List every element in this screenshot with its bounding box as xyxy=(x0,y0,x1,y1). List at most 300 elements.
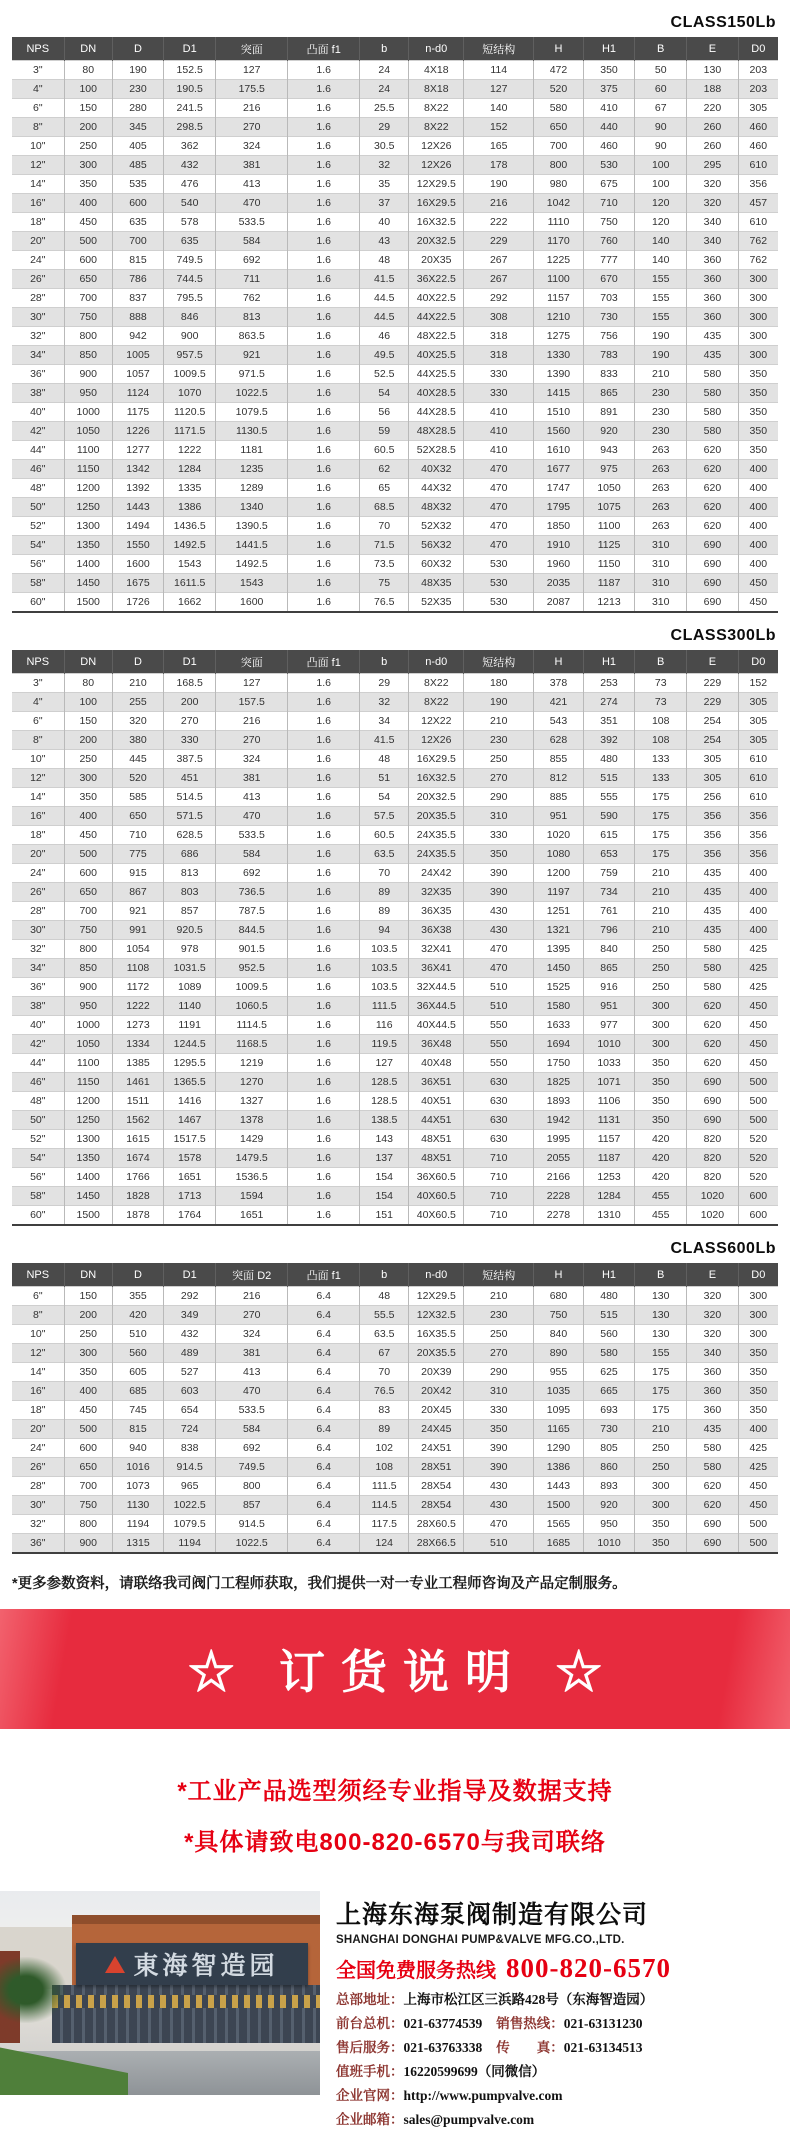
table-cell: 400 xyxy=(738,902,778,921)
table-row xyxy=(12,978,778,997)
table-cell: 4" xyxy=(12,80,64,99)
table-cell: 356 xyxy=(687,826,738,845)
table-cell: 250 xyxy=(464,1325,534,1344)
table-cell: 625 xyxy=(583,1363,634,1382)
table-cell: 952.5 xyxy=(216,959,288,978)
table-cell: 2035 xyxy=(534,574,584,593)
table-cell: 1031.5 xyxy=(164,959,216,978)
table-cell: 540 xyxy=(164,194,216,213)
table-cell: 480 xyxy=(583,750,634,769)
table-cell: 1079.5 xyxy=(216,403,288,422)
table-cell: 1009.5 xyxy=(164,365,216,384)
table-cell: 578 xyxy=(164,213,216,232)
table-cell: 1222 xyxy=(164,441,216,460)
table-cell: 46 xyxy=(360,327,409,346)
table-cell: 865 xyxy=(583,384,634,403)
table-cell: 300 xyxy=(738,270,778,289)
table-cell: 40" xyxy=(12,1016,64,1035)
table-cell: 680 xyxy=(534,1287,584,1306)
table-row xyxy=(12,845,778,864)
table-cell: 430 xyxy=(464,902,534,921)
column-header: NPS xyxy=(12,650,64,674)
table-cell: 6.4 xyxy=(288,1458,360,1477)
table-cell: 786 xyxy=(112,270,163,289)
column-header: 短结构 xyxy=(464,1263,534,1287)
table-cell: 263 xyxy=(635,498,687,517)
table-cell: 1100 xyxy=(583,517,634,536)
table-cell: 750 xyxy=(534,1306,584,1325)
table-cell: 1910 xyxy=(534,536,584,555)
table-cell: 6" xyxy=(12,1287,64,1306)
table-row xyxy=(12,1016,778,1035)
table-cell: 1662 xyxy=(164,593,216,613)
table-cell: 41.5 xyxy=(360,731,409,750)
table-cell: 921 xyxy=(112,902,163,921)
table-cell: 1.6 xyxy=(288,1187,360,1206)
table-cell: 1.6 xyxy=(288,422,360,441)
table-cell: 345 xyxy=(112,118,163,137)
table-cell: 951 xyxy=(534,807,584,826)
table-cell: 690 xyxy=(687,1092,738,1111)
table-cell: 71.5 xyxy=(360,536,409,555)
table-cell: 34" xyxy=(12,346,64,365)
column-header: 凸面 f1 xyxy=(288,37,360,61)
table-cell: 300 xyxy=(64,1344,112,1363)
table-cell: 6.4 xyxy=(288,1477,360,1496)
table-cell: 350 xyxy=(738,403,778,422)
table-cell: 690 xyxy=(687,1111,738,1130)
table-cell: 1005 xyxy=(112,346,163,365)
table-cell: 1415 xyxy=(534,384,584,403)
table-cell: 20" xyxy=(12,1420,64,1439)
table-cell: 20X42 xyxy=(409,1382,464,1401)
column-header: n-d0 xyxy=(409,37,464,61)
table-cell: 8" xyxy=(12,118,64,137)
table-row xyxy=(12,1111,778,1130)
table-cell: 749.5 xyxy=(216,1458,288,1477)
table-cell: 216 xyxy=(216,99,288,118)
table-cell: 533.5 xyxy=(216,213,288,232)
table-cell: 1054 xyxy=(112,940,163,959)
table-cell: 850 xyxy=(64,346,112,365)
contact-label: 企业邮箱： xyxy=(336,2112,404,2127)
table-cell: 914.5 xyxy=(216,1515,288,1534)
table-cell: 44X25.5 xyxy=(409,365,464,384)
table-cell: 405 xyxy=(112,137,163,156)
table-cell: 1035 xyxy=(534,1382,584,1401)
table-cell: 1150 xyxy=(64,460,112,479)
table-cell: 1615 xyxy=(112,1130,163,1149)
table-cell: 693 xyxy=(583,1401,634,1420)
table-cell: 435 xyxy=(687,883,738,902)
table-row xyxy=(12,750,778,769)
table-cell: 65 xyxy=(360,479,409,498)
table-cell: 360 xyxy=(687,1401,738,1420)
table-cell: 1.6 xyxy=(288,921,360,940)
table-cell: 584 xyxy=(216,232,288,251)
contact-label: 传 真： xyxy=(496,2040,564,2055)
table-row xyxy=(12,251,778,270)
table-cell: 600 xyxy=(738,1206,778,1226)
table-cell: 54 xyxy=(360,384,409,403)
table-cell: 1378 xyxy=(216,1111,288,1130)
table-cell: 1321 xyxy=(534,921,584,940)
table-cell: 500 xyxy=(738,1092,778,1111)
table-cell: 29 xyxy=(360,118,409,137)
table-cell: 1878 xyxy=(112,1206,163,1226)
table-cell: 950 xyxy=(583,1515,634,1534)
table-cell: 8X22 xyxy=(409,99,464,118)
table-cell: 1.6 xyxy=(288,1206,360,1226)
table-cell: 1075 xyxy=(583,498,634,517)
table-title-class600: CLASS600Lb xyxy=(670,1240,776,1257)
table-cell: 980 xyxy=(534,175,584,194)
table-cell: 40X28.5 xyxy=(409,384,464,403)
table-cell: 485 xyxy=(112,156,163,175)
table-cell: 330 xyxy=(464,384,534,403)
table-cell: 124 xyxy=(360,1534,409,1554)
table-cell: 390 xyxy=(464,883,534,902)
table-cell: 360 xyxy=(687,251,738,270)
table-cell: 1.6 xyxy=(288,693,360,712)
table-row xyxy=(12,826,778,845)
table-cell: 1611.5 xyxy=(164,574,216,593)
table-cell: 800 xyxy=(64,1515,112,1534)
table-cell: 6.4 xyxy=(288,1287,360,1306)
table-cell: 670 xyxy=(583,270,634,289)
table-cell: 1095 xyxy=(534,1401,584,1420)
table-cell: 533.5 xyxy=(216,826,288,845)
table-cell: 18" xyxy=(12,1401,64,1420)
table-cell: 150 xyxy=(64,99,112,118)
table-cell: 450 xyxy=(738,1016,778,1035)
table-cell: 600 xyxy=(64,1439,112,1458)
table-cell: 1562 xyxy=(112,1111,163,1130)
table-cell: 300 xyxy=(635,997,687,1016)
table-cell: 140 xyxy=(635,251,687,270)
order-instructions-banner xyxy=(0,1609,790,1729)
table-cell: 620 xyxy=(687,498,738,517)
table-cell: 130 xyxy=(635,1325,687,1344)
table-cell: 36X22.5 xyxy=(409,270,464,289)
table-cell: 2228 xyxy=(534,1187,584,1206)
table-cell: 108 xyxy=(360,1458,409,1477)
table-cell: 127 xyxy=(360,1054,409,1073)
table-cell: 351 xyxy=(583,712,634,731)
table-cell: 320 xyxy=(687,1287,738,1306)
column-header: DN xyxy=(64,650,112,674)
table-cell: 48 xyxy=(360,251,409,270)
table-cell: 710 xyxy=(464,1168,534,1187)
table-row xyxy=(12,940,778,959)
table-cell: 472 xyxy=(534,61,584,80)
column-header: H1 xyxy=(583,37,634,61)
table-cell: 128.5 xyxy=(360,1073,409,1092)
table-cell: 290 xyxy=(464,1363,534,1382)
table-cell: 900 xyxy=(164,327,216,346)
table-row xyxy=(12,1401,778,1420)
table-cell: 450 xyxy=(738,1054,778,1073)
table-cell: 152 xyxy=(464,118,534,137)
donghai-logo-icon xyxy=(105,1956,125,1973)
table-cell: 1500 xyxy=(64,593,112,613)
table-cell: 400 xyxy=(64,807,112,826)
table-cell: 413 xyxy=(216,1363,288,1382)
table-cell: 300 xyxy=(738,1306,778,1325)
table-cell: 1050 xyxy=(64,422,112,441)
table-cell: 44.5 xyxy=(360,289,409,308)
table-cell: 350 xyxy=(64,788,112,807)
table-cell: 1157 xyxy=(583,1130,634,1149)
table-cell: 400 xyxy=(64,1382,112,1401)
table-cell: 410 xyxy=(464,403,534,422)
table-cell: 1.6 xyxy=(288,137,360,156)
table-cell: 200 xyxy=(64,118,112,137)
table-cell: 846 xyxy=(164,308,216,327)
table-cell: 300 xyxy=(738,346,778,365)
table-cell: 270 xyxy=(164,712,216,731)
table-cell: 520 xyxy=(534,80,584,99)
table-cell: 450 xyxy=(738,574,778,593)
table-cell: 36X44.5 xyxy=(409,997,464,1016)
table-cell: 230 xyxy=(464,731,534,750)
table-cell: 175 xyxy=(635,845,687,864)
table-cell: 3" xyxy=(12,61,64,80)
table-cell: 1651 xyxy=(164,1168,216,1187)
table-cell: 1108 xyxy=(112,959,163,978)
table-cell: 1.6 xyxy=(288,769,360,788)
table-row xyxy=(12,1382,778,1401)
table-cell: 711 xyxy=(216,270,288,289)
table-cell: 60" xyxy=(12,593,64,613)
table-cell: 610 xyxy=(738,750,778,769)
table-cell: 420 xyxy=(635,1149,687,1168)
table-cell: 920 xyxy=(583,1496,634,1515)
table-cell: 44X22.5 xyxy=(409,308,464,327)
table-cell: 356 xyxy=(738,826,778,845)
table-cell: 692 xyxy=(216,864,288,883)
table-cell: 550 xyxy=(464,1016,534,1035)
table-row xyxy=(12,517,778,536)
table-cell: 180 xyxy=(464,674,534,693)
table-cell: 1300 xyxy=(64,1130,112,1149)
table-cell: 690 xyxy=(687,1515,738,1534)
table-cell: 152 xyxy=(738,674,778,693)
table-cell: 127 xyxy=(216,61,288,80)
table-cell: 1150 xyxy=(583,555,634,574)
table-cell: 6.4 xyxy=(288,1382,360,1401)
table-cell: 157.5 xyxy=(216,693,288,712)
table-cell: 356 xyxy=(738,845,778,864)
table-cell: 270 xyxy=(216,1306,288,1325)
table-cell: 1079.5 xyxy=(164,1515,216,1534)
table-cell: 1.6 xyxy=(288,213,360,232)
table-row xyxy=(12,1477,778,1496)
table-cell: 400 xyxy=(738,498,778,517)
table-cell: 730 xyxy=(583,308,634,327)
table-cell: 250 xyxy=(635,1439,687,1458)
table-cell: 28X66.5 xyxy=(409,1534,464,1554)
table-cell: 1492.5 xyxy=(216,555,288,574)
table-cell: 820 xyxy=(687,1168,738,1187)
table-cell: 133 xyxy=(635,750,687,769)
table-cell: 413 xyxy=(216,175,288,194)
table-cell: 1713 xyxy=(164,1187,216,1206)
table-cell: 410 xyxy=(464,441,534,460)
table-cell: 620 xyxy=(687,1035,738,1054)
table-cell: 460 xyxy=(583,137,634,156)
table-cell: 580 xyxy=(687,978,738,997)
table-cell: 59 xyxy=(360,422,409,441)
table-cell: 90 xyxy=(635,137,687,156)
table-cell: 16X32.5 xyxy=(409,213,464,232)
table-cell: 44" xyxy=(12,441,64,460)
table-cell: 52.5 xyxy=(360,365,409,384)
table-cell: 1550 xyxy=(112,536,163,555)
table-cell: 580 xyxy=(534,99,584,118)
hotline-number: 800-820-6570 xyxy=(506,1953,671,1983)
table-row xyxy=(12,1168,778,1187)
table-cell: 20X35.5 xyxy=(409,1344,464,1363)
table-cell: 250 xyxy=(635,978,687,997)
table-cell: 24" xyxy=(12,251,64,270)
column-header: H xyxy=(534,1263,584,1287)
table-cell: 820 xyxy=(687,1149,738,1168)
table-cell: 380 xyxy=(112,731,163,750)
table-cell: 457 xyxy=(738,194,778,213)
table-cell: 1150 xyxy=(64,1073,112,1092)
notice-line-1: *工业产品选型须经专业指导及数据支持 xyxy=(177,1778,613,1805)
table-cell: 1275 xyxy=(534,327,584,346)
table-cell: 14" xyxy=(12,175,64,194)
table-cell: 390 xyxy=(464,1439,534,1458)
table-cell: 756 xyxy=(583,327,634,346)
table-cell: 32X41 xyxy=(409,940,464,959)
table-cell: 1187 xyxy=(583,1149,634,1168)
table-cell: 75 xyxy=(360,574,409,593)
table-cell: 250 xyxy=(64,1325,112,1344)
contact-label: 总部地址： xyxy=(336,1992,404,2007)
table-cell: 128.5 xyxy=(360,1092,409,1111)
table-cell: 36X41 xyxy=(409,959,464,978)
table-cell: 950 xyxy=(64,384,112,403)
table-cell: 305 xyxy=(738,712,778,731)
table-cell: 48X28.5 xyxy=(409,422,464,441)
table-cell: 520 xyxy=(738,1168,778,1187)
table-cell: 914.5 xyxy=(164,1458,216,1477)
table-cell: 432 xyxy=(164,156,216,175)
table-cell: 1416 xyxy=(164,1092,216,1111)
table-cell: 94 xyxy=(360,921,409,940)
table-cell: 421 xyxy=(534,693,584,712)
table-cell: 580 xyxy=(687,1439,738,1458)
table-cell: 89 xyxy=(360,1420,409,1439)
table-cell: 210 xyxy=(635,883,687,902)
table-cell: 350 xyxy=(464,845,534,864)
table-row xyxy=(12,479,778,498)
table-cell: 975 xyxy=(583,460,634,479)
table-cell: 650 xyxy=(112,807,163,826)
table-cell: 250 xyxy=(635,959,687,978)
table-cell: 530 xyxy=(583,156,634,175)
table-cell: 584 xyxy=(216,1420,288,1439)
table-cell: 300 xyxy=(64,156,112,175)
table-cell: 24X45 xyxy=(409,1420,464,1439)
table-cell: 450 xyxy=(738,593,778,613)
table-cell: 455 xyxy=(635,1187,687,1206)
column-header: D1 xyxy=(164,37,216,61)
table-cell: 620 xyxy=(687,1477,738,1496)
table-cell: 580 xyxy=(687,365,738,384)
table-cell: 1120.5 xyxy=(164,403,216,422)
table-cell: 1500 xyxy=(534,1496,584,1515)
table-cell: 8" xyxy=(12,1306,64,1325)
table-cell: 350 xyxy=(738,1401,778,1420)
table-cell: 1289 xyxy=(216,479,288,498)
table-cell: 400 xyxy=(64,194,112,213)
table-cell: 1290 xyxy=(534,1439,584,1458)
table-cell: 62 xyxy=(360,460,409,479)
table-cell: 580 xyxy=(687,422,738,441)
table-cell: 620 xyxy=(687,479,738,498)
table-cell: 60.5 xyxy=(360,826,409,845)
table-row xyxy=(12,1458,778,1477)
table-cell: 1942 xyxy=(534,1111,584,1130)
table-cell: 300 xyxy=(635,1035,687,1054)
table-cell: 530 xyxy=(464,555,534,574)
table-row xyxy=(12,403,778,422)
table-cell: 1033 xyxy=(583,1054,634,1073)
table-cell: 40X48 xyxy=(409,1054,464,1073)
table-cell: 12X26 xyxy=(409,731,464,750)
table-cell: 260 xyxy=(687,137,738,156)
table-cell: 957.5 xyxy=(164,346,216,365)
table-cell: 140 xyxy=(464,99,534,118)
table-cell: 700 xyxy=(534,137,584,156)
table-cell: 1340 xyxy=(216,498,288,517)
table-cell: 30" xyxy=(12,308,64,327)
table-cell: 24 xyxy=(360,61,409,80)
table-cell: 520 xyxy=(112,769,163,788)
photo-gate xyxy=(52,1985,320,2043)
table-cell: 24" xyxy=(12,1439,64,1458)
table-cell: 305 xyxy=(738,693,778,712)
table-cell: 1100 xyxy=(64,441,112,460)
table-cell: 584 xyxy=(216,845,288,864)
contact-line xyxy=(336,2060,790,2080)
table-cell: 152.5 xyxy=(164,61,216,80)
column-header: H xyxy=(534,37,584,61)
table-cell: 300 xyxy=(738,289,778,308)
table-cell: 320 xyxy=(687,1306,738,1325)
table-row xyxy=(12,536,778,555)
table-cell: 360 xyxy=(687,270,738,289)
contact-value: sales@pumpvalve.com xyxy=(403,2112,535,2127)
table-cell: 350 xyxy=(635,1111,687,1130)
table-cell: 6.4 xyxy=(288,1420,360,1439)
table-cell: 210 xyxy=(464,712,534,731)
table-row xyxy=(12,498,778,517)
table-row xyxy=(12,864,778,883)
table-cell: 40X60.5 xyxy=(409,1187,464,1206)
table-cell: 1795 xyxy=(534,498,584,517)
table-cell: 1020 xyxy=(534,826,584,845)
table-cell: 60" xyxy=(12,1206,64,1226)
table-cell: 57.5 xyxy=(360,807,409,826)
table-cell: 510 xyxy=(112,1325,163,1344)
table-cell: 2087 xyxy=(534,593,584,613)
table-row xyxy=(12,712,778,731)
